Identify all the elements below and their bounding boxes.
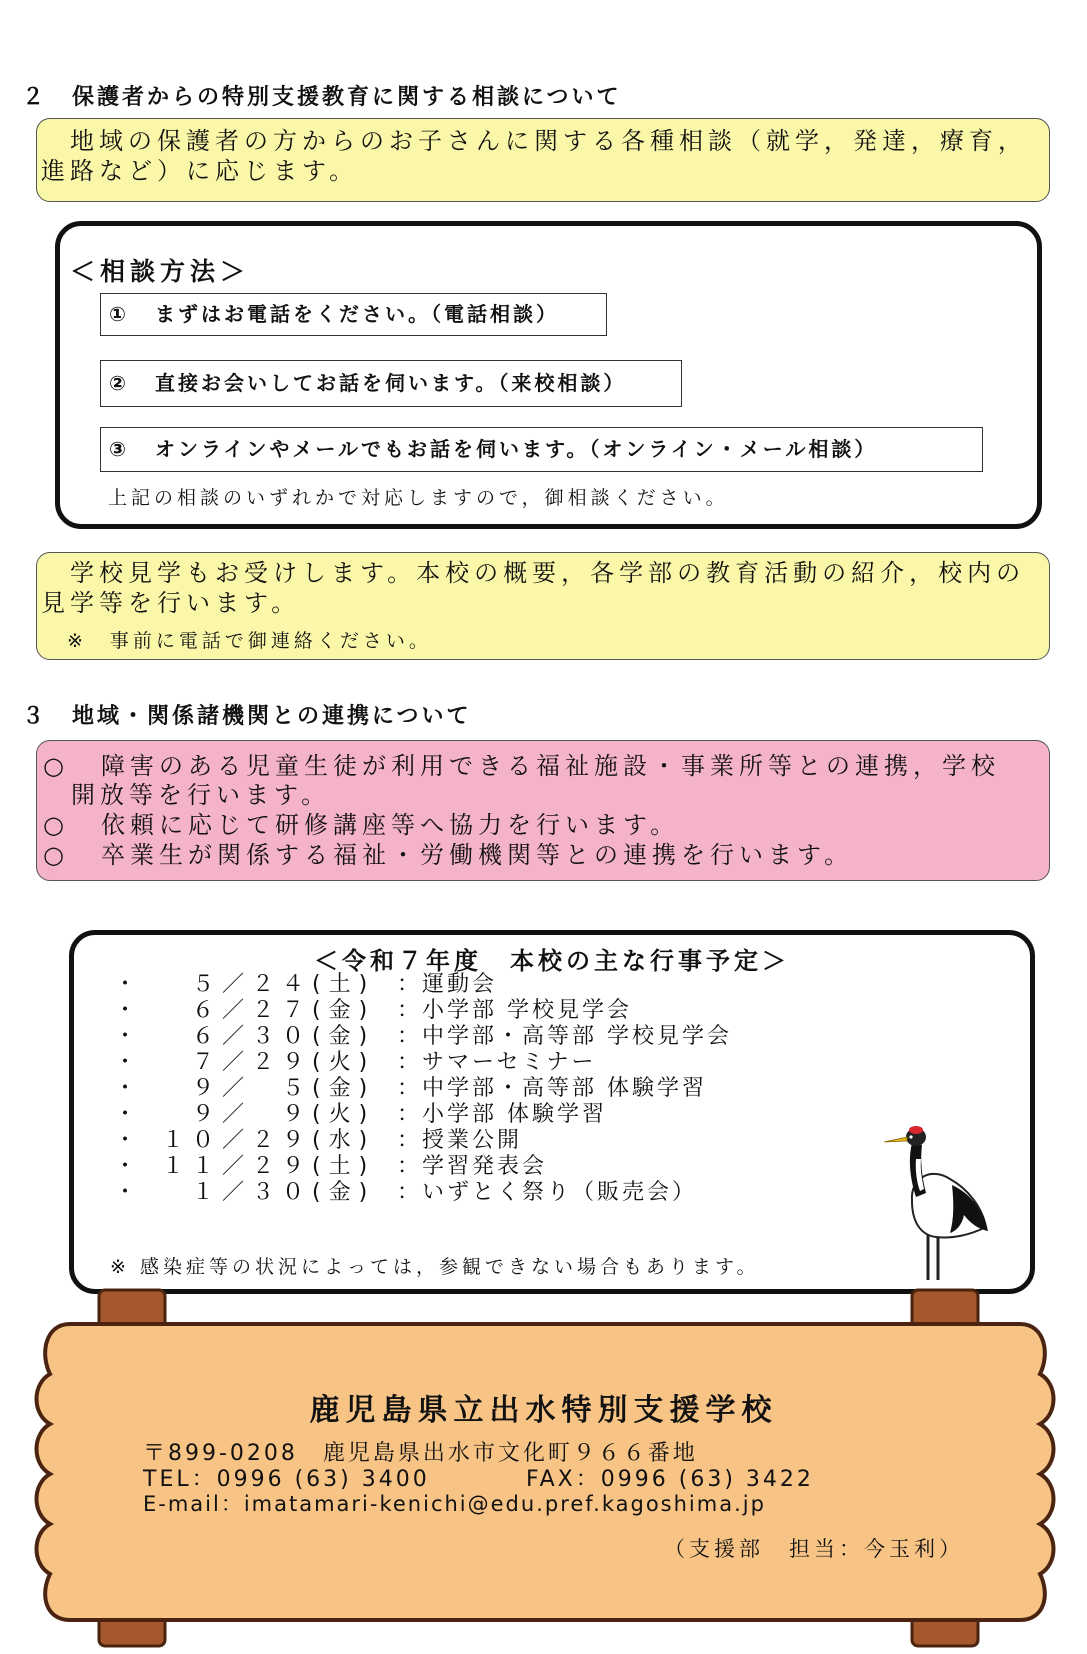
circle-bullet: ○ [43, 752, 69, 780]
schedule-bullet: ・ [114, 972, 140, 997]
schedule-bullet: ・ [114, 1102, 140, 1127]
schedule-date: ９／ ９(火) [162, 1102, 376, 1127]
schedule-event: ：中学部・高等部 学校見学会 [397, 1024, 732, 1049]
consultation-methods-panel [55, 221, 1042, 529]
school-fax: FAX：0996 (63) 3422 [526, 1467, 814, 1492]
schedule-bullet: ・ [114, 1154, 140, 1179]
school-name: 鹿児島県立出水特別支援学校 [309, 1393, 778, 1428]
circle-bullet: ○ [43, 811, 69, 839]
schedule-row [114, 1154, 547, 1180]
visit-line-2: 見学等を行います。 [41, 589, 301, 617]
cooperation-item [43, 751, 1000, 781]
method-number: ② [109, 371, 129, 395]
schedule-event: ：小学部 体験学習 [397, 1102, 607, 1127]
method-phone [100, 293, 607, 336]
section3-heading: ３ 地域・関係諸機関との連携について [22, 704, 472, 729]
school-tel: TEL：0996 (63) 3400 [143, 1467, 430, 1492]
schedule-event: ：学習発表会 [397, 1154, 548, 1179]
schedule-bullet: ・ [114, 1076, 140, 1101]
method-text: オンラインやメールでもお話を伺います。（オンライン・メール相談） [155, 437, 878, 461]
visit-note: ※ 事前に電話で御連絡ください。 [67, 630, 432, 652]
intro-line-1: 地域の保護者の方からのお子さんに関する各種相談（就学，発達，療育， [41, 127, 1027, 155]
cooperation-item [43, 810, 679, 840]
events-schedule-panel [69, 930, 1035, 1294]
schedule-row [114, 1050, 597, 1076]
cooperation-item-continued: 開放等を行います。 [71, 781, 331, 809]
schedule-date: １／３０(金) [162, 1180, 376, 1205]
contact-person: （支援部 担当：今玉利） [664, 1537, 964, 1561]
visit-line-1: 学校見学もお受けします。本校の概要，各学部の教育活動の紹介，校内の [41, 559, 1026, 587]
crane-icon [882, 1115, 992, 1285]
schedule-event: ：いずとく祭り（販売会） [397, 1180, 698, 1205]
schedule-event: ：小学部 学校見学会 [397, 998, 632, 1023]
schedule-title: ＜令和７年度 本校の主な行事予定＞ [314, 947, 790, 975]
schedule-date: １１／２９(土) [162, 1154, 376, 1179]
schedule-date: ９／ ５(金) [162, 1076, 376, 1101]
cooperation-text: 障害のある児童生徒が利用できる福祉施設・事業所等との連携，学校 [101, 752, 1000, 780]
schedule-bullet: ・ [114, 1024, 140, 1049]
method-text: 直接お会いしてお話を伺います。（来校相談） [155, 371, 627, 395]
method-text: まずはお電話をください。（電話相談） [155, 302, 559, 326]
intro-line-2: 進路など）に応じます。 [41, 157, 359, 185]
schedule-date: ５／２４(土) [162, 972, 376, 997]
schedule-note: ※ 感染症等の状況によっては，参観できない場合もあります。 [110, 1256, 760, 1278]
schedule-date: １０／２９(水) [162, 1128, 376, 1153]
school-visit-box [36, 552, 1050, 660]
schedule-bullet: ・ [114, 1128, 140, 1153]
schedule-bullet: ・ [114, 1050, 140, 1075]
schedule-event: ：授業公開 [397, 1128, 523, 1153]
cooperation-box [36, 740, 1050, 881]
method-visit [100, 360, 682, 407]
cooperation-item [43, 840, 853, 870]
schedule-row [114, 1128, 522, 1154]
method-number: ① [109, 302, 129, 326]
schedule-row [114, 1180, 697, 1206]
schedule-event: ：サマーセミナー [397, 1050, 597, 1075]
school-email: E-mail：imatamari-kenichi@edu.pref.kagoshima.jp [143, 1492, 766, 1516]
schedule-date: ７／２９(火) [162, 1050, 376, 1075]
schedule-event: ：運動会 [397, 972, 498, 997]
schedule-row [114, 1024, 732, 1050]
schedule-date: ６／２７(金) [162, 998, 376, 1023]
school-address: 〒899-0208 鹿児島県出水市文化町９６６番地 [143, 1441, 698, 1466]
schedule-row [114, 972, 497, 998]
schedule-row [114, 1102, 607, 1128]
cooperation-text: 依頼に応じて研修講座等へ協力を行います。 [101, 811, 680, 839]
circle-bullet: ○ [43, 841, 69, 869]
schedule-bullet: ・ [114, 1180, 140, 1205]
methods-title: ＜相談方法＞ [70, 257, 251, 286]
cooperation-text: 卒業生が関係する福祉・労働機関等との連携を行います。 [101, 841, 854, 869]
consultation-intro-box [36, 118, 1050, 202]
method-number: ③ [109, 437, 129, 461]
schedule-date: ６／３０(金) [162, 1024, 376, 1049]
methods-note: 上記の相談のいずれかで対応しますので，御相談ください。 [108, 487, 729, 509]
schedule-event: ：中学部・高等部 体験学習 [397, 1076, 707, 1101]
method-online [100, 427, 983, 472]
schedule-bullet: ・ [114, 998, 140, 1023]
section2-heading: ２ 保護者からの特別支援教育に関する相談について [22, 85, 622, 110]
schedule-row [114, 1076, 707, 1102]
schedule-row [114, 998, 632, 1024]
